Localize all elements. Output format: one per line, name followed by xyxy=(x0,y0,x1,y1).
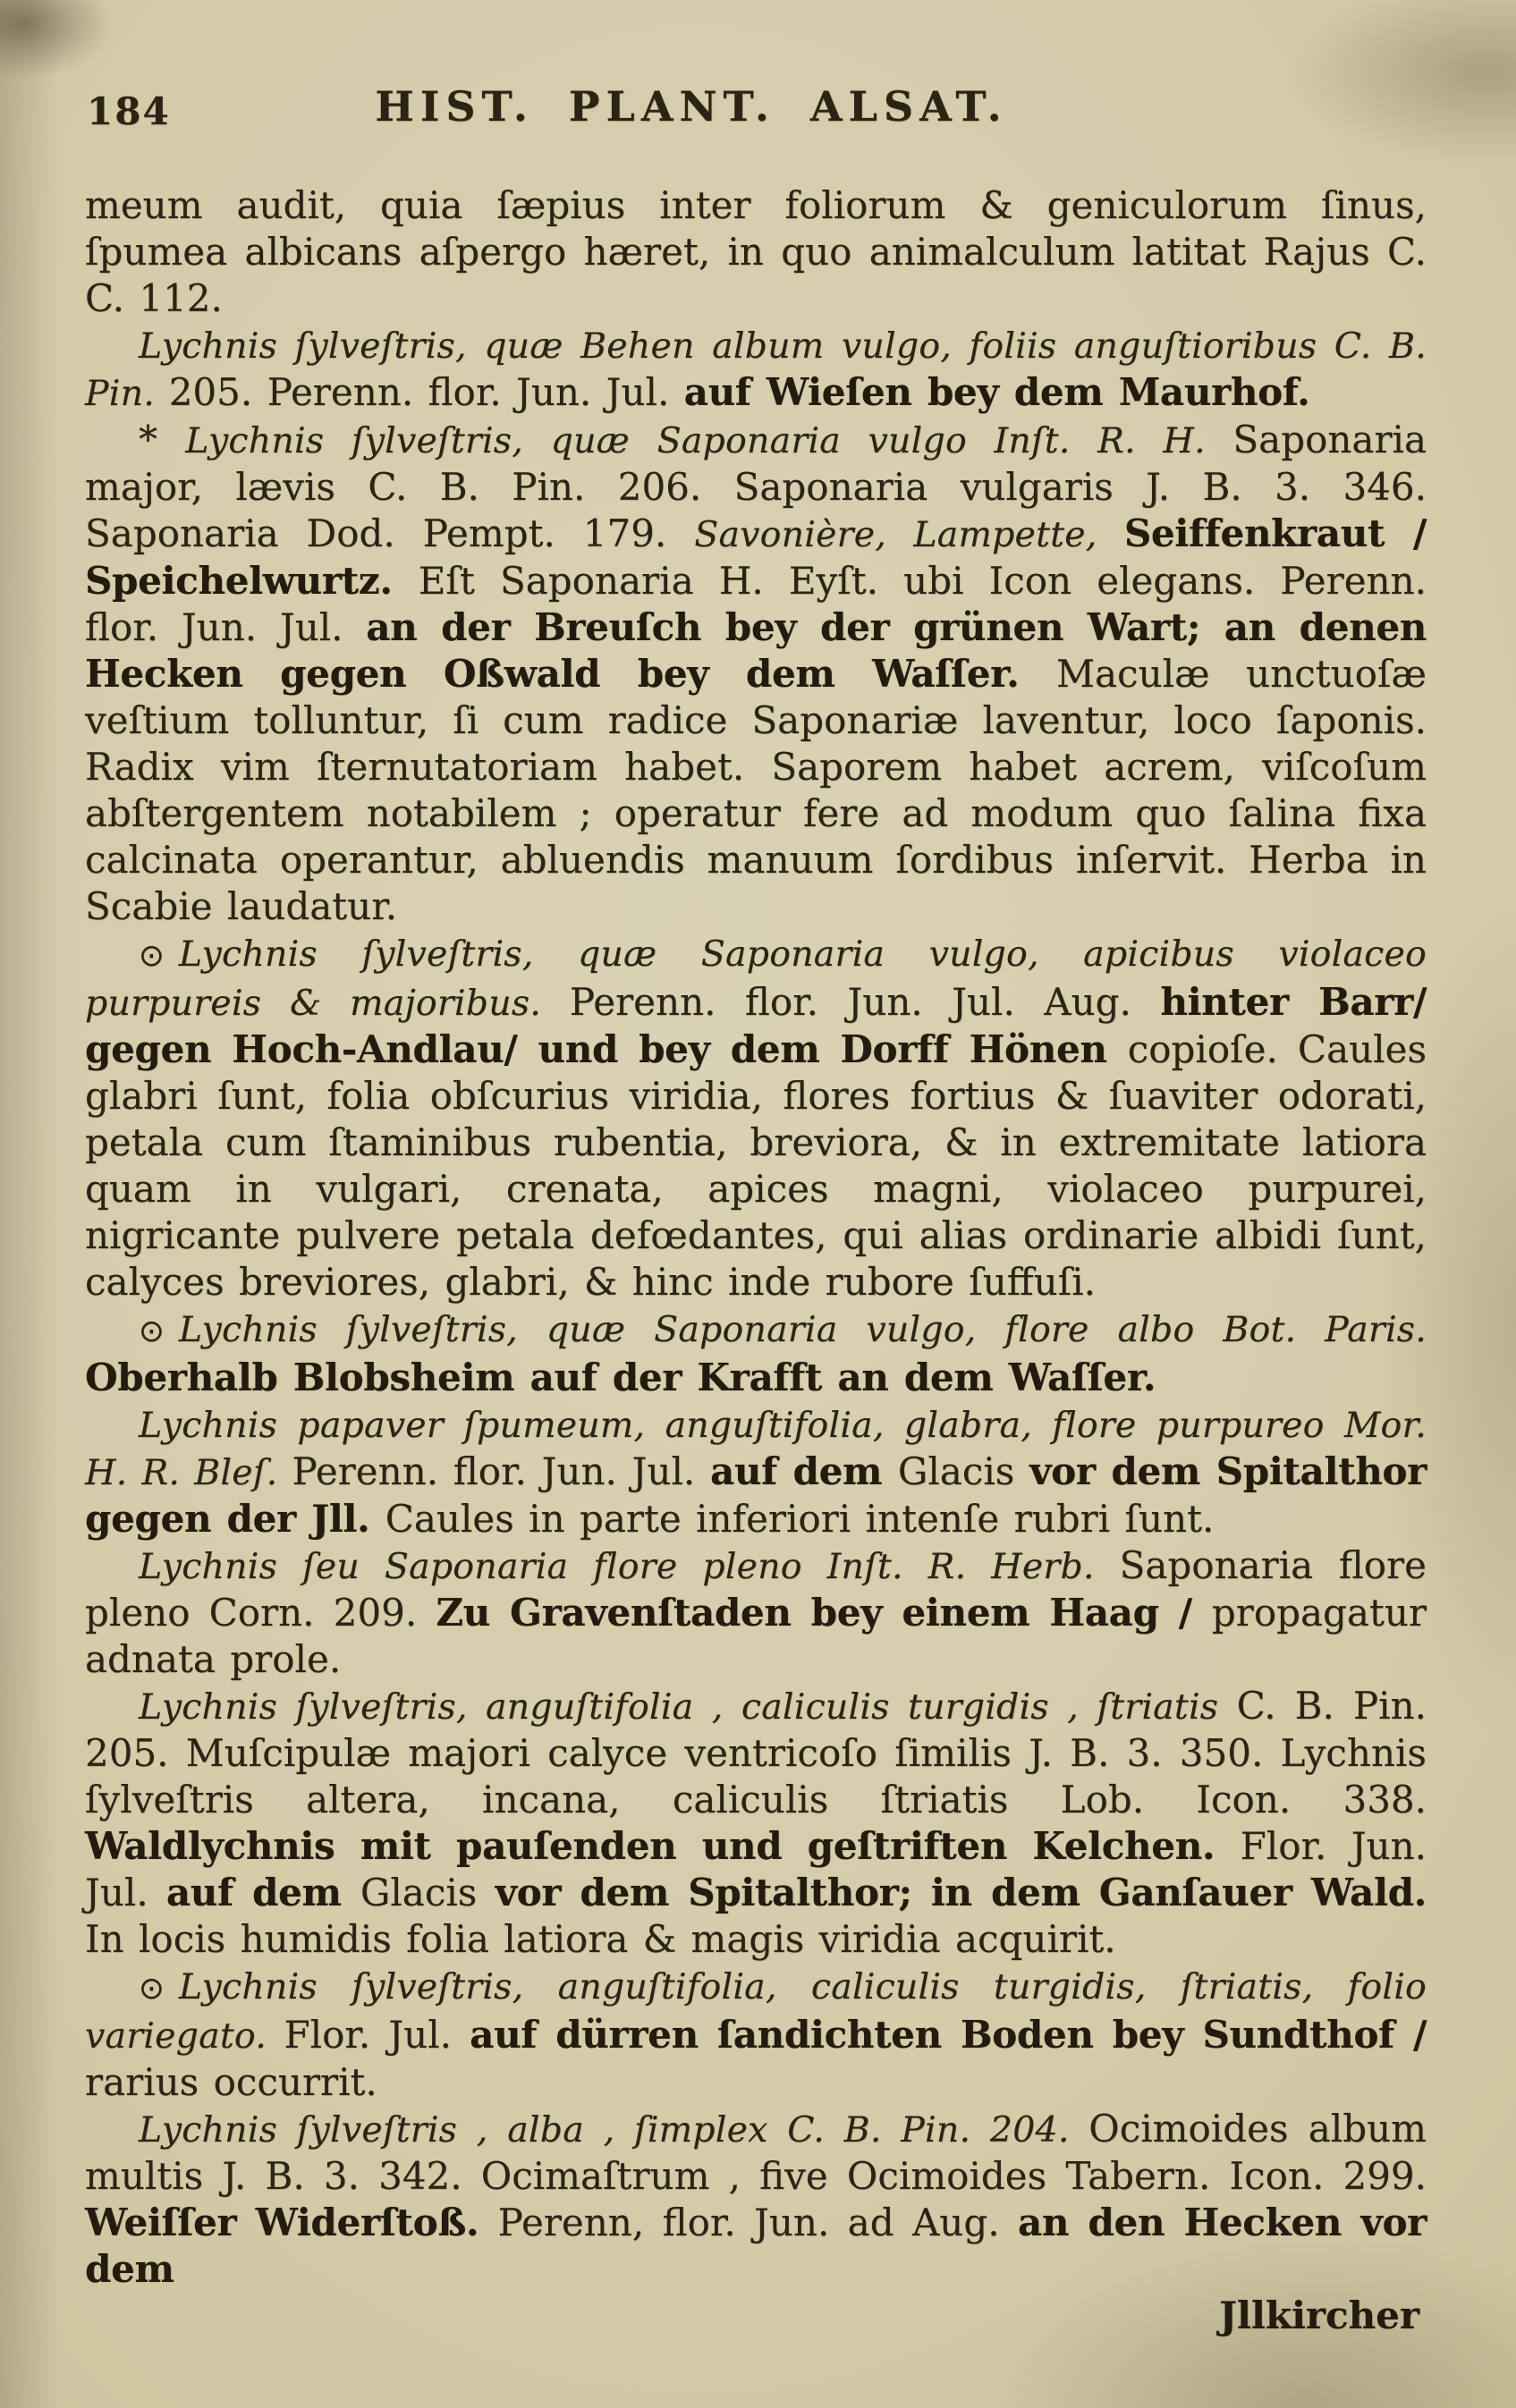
text-segment-roman: Saponaria major, lævis C. B. Pin. 206. Saponaria vulgaris J. B. 3. 346. Saponaria Dod. Pempt. 179. xyxy=(85,418,1427,555)
text-segment-fraktur: auf dem xyxy=(165,1871,360,1914)
text-segment-roman: meum audit, quia ſæpius inter foliorum & geniculorum ſinus, ſpumea albicans aſpergo hæret, in quo animalculum latitat Rajus C. C. 112. xyxy=(85,183,1427,320)
text-segment-italic: Lychnis ſylveſtris, quæ Saponaria vulgo, flore albo Bot. Paris. xyxy=(178,1309,1427,1350)
annual-plant-symbol-icon: ⊙ xyxy=(139,1314,165,1349)
text-segment-roman: Ocimoides album multis J. B. 3. 342. Ocimaſtrum , five Ocimoides Tabern. Icon. 299. xyxy=(85,2107,1427,2198)
page-number: 184 xyxy=(87,89,171,133)
text-segment-roman: 205. Perenn. flor. Jun. Jul. xyxy=(168,370,684,414)
text-segment-roman: Perenn. flor. Jun. Jul. xyxy=(292,1449,710,1493)
running-title: HIST. PLANT. ALSAT. xyxy=(375,82,1008,131)
text-segment-fraktur: vor dem Spitalthor; in dem Ganſauer Wald. xyxy=(495,1871,1427,1914)
page-header xyxy=(85,82,1427,141)
entry-lychnis-alba-simplex xyxy=(85,2106,1427,2293)
text-segment-roman: rarius occurrit. xyxy=(85,2060,377,2104)
text-segment-italic: Lychnis ſeu Saponaria flore pleno Inſt. R. Herb. xyxy=(139,1546,1120,1587)
text-segment-roman: Flor. Jul. xyxy=(284,2013,470,2057)
entry-saponaria-white-flower xyxy=(85,1305,1427,1401)
text-segment-roman: Flor. Jun. Jul. xyxy=(85,1824,1427,1914)
text-segment-roman: Perenn, flor. Jun. ad Aug. xyxy=(497,2201,1018,2244)
text-segment-roman: C. B. Pin. 205. Muſcipulæ majori calyce ventricoſo ſimilis J. B. 3. 350. Lychnis ſylveſtris altera, incana, caliculis ſtriatis Lob. Icon. 338. xyxy=(85,1684,1427,1821)
text-segment-fraktur: auf dürren ſandichten Boden bey Sundthof / xyxy=(470,2013,1427,2057)
text-segment-fraktur: auf Wieſen bey dem Maurhof. xyxy=(683,370,1310,414)
entry-saponaria-major xyxy=(85,417,1427,930)
text-segment-roman: copioſe. Caules glabri ſunt, folia obſcurius viridia, flores fortius & ſuaviter odorati, petala cum ſtaminibus rubentia, breviora, & in extremitate latiora quam in vulgari, crenata, apices magni, violaceo purpurei, nigricante pulvere petala defœdantes, qui alias ordinarie albidi ſunt, calyces breviores, glabri, & hinc inde rubore ſuffuſi. xyxy=(85,1027,1427,1304)
text-segment-fraktur: Oberhalb Blobsheim auf der Krafft an dem Waſſer. xyxy=(85,1356,1156,1399)
text-segment-roman: Saponaria flore pleno Corn. 209. xyxy=(85,1543,1427,1635)
text-segment-fraktur: an den Hecken vor dem xyxy=(85,2201,1427,2291)
text-segment-fraktur: an der Breuſch bey der grünen Wart; an denen Hecken gegen Oßwald bey dem Waſſer. xyxy=(85,605,1427,696)
entry-lychnis-behen xyxy=(85,322,1427,417)
text-segment-fraktur: Zu Gravenſtaden bey einem Haag / xyxy=(436,1591,1212,1635)
text-segment-roman: Perenn. flor. Jun. Jul. Aug. xyxy=(569,980,1161,1024)
entry-saponaria-purple-tips xyxy=(85,930,1427,1305)
catchword: Jllkircher xyxy=(1219,2294,1419,2337)
text-segment-fraktur: hinter Barr/ gegen Hoch-Andlau/ und bey dem Dorff Hönen xyxy=(85,980,1427,1071)
text-segment-roman: Glacis xyxy=(897,1449,1030,1493)
text-segment-fraktur: Weiſſer Widerſtoß. xyxy=(85,2201,498,2244)
text-segment-fraktur: auf dem xyxy=(709,1449,898,1493)
text-segment-italic: Lychnis ſylveſtris, quæ Saponaria vulgo, apicibus violaceo purpureis & majoribus. xyxy=(85,934,1427,1024)
text-segment-roman: Caules in parte inferiori intenſe rubri ſunt. xyxy=(385,1497,1215,1541)
text-segment-roman: Glacis xyxy=(360,1871,495,1914)
text-segment-fraktur: Waldlychnis mit pauſenden und geſtriften Kelchen. xyxy=(85,1824,1241,1868)
text-segment-roman: Maculæ unctuoſæ veſtium tolluntur, ſi cum radice Saponariæ laventur, loco ſaponis. Radix vim ſternutatoriam habet. Saporem habet acrem, viſcoſum abſtergentem notabilem ; operatur fere ad modum quo ſalina fixa calcinata operantur, abluendis manuum ſordibus inſervit. Herba in Scabie laudatur. xyxy=(85,652,1427,928)
text-segment-italic: Savonière, Lampette, xyxy=(694,514,1124,555)
entry-lychnis-angustifolia xyxy=(85,1683,1427,1963)
text-segment-roman: In locis humidis folia latiora & magis viridia acquirit. xyxy=(85,1917,1116,1961)
text-segment-roman: Eſt Saponaria H. Eyſt. ubi Icon elegans. Perenn. flor. Jun. Jul. xyxy=(85,559,1427,649)
text-column xyxy=(85,82,1427,2339)
text-segment-italic: Lychnis ſylveſtris, quæ Saponaria vulgo Inſt. R. H. xyxy=(185,420,1233,461)
text-segment-roman: * xyxy=(139,418,186,461)
text-segment-italic: Lychnis ſylveſtris, quæ Behen album vulgo, foliis anguſtioribus C. B. Pin. xyxy=(85,325,1427,414)
annual-plant-symbol-icon: ⊙ xyxy=(139,1971,165,2007)
text-segment-italic: Lychnis ſylveſtris , alba , ſimplex C. B. Pin. 204. xyxy=(139,2109,1089,2150)
entry-lychnis-papaver xyxy=(85,1401,1427,1542)
text-segment-italic: Lychnis papaver ſpumeum, anguſtifolia, glabra, flore purpureo Mor. H. R. Bleſ. xyxy=(85,1405,1427,1493)
entry-saponaria-flore-pleno xyxy=(85,1542,1427,1683)
text-segment-roman: propagatur adnata prole. xyxy=(85,1591,1427,1681)
text-segment-fraktur: Seiffenkraut / Speichelwurtz. xyxy=(85,511,1427,603)
text-segment-fraktur: vor dem Spitalthor gegen der Jll. xyxy=(85,1449,1427,1541)
annual-plant-symbol-icon: ⊙ xyxy=(139,938,165,974)
text-block xyxy=(85,182,1427,2293)
text-segment-italic: Lychnis ſylveſtris, anguſtifolia , caliculis turgidis , ſtriatis xyxy=(139,1686,1237,1728)
text-segment-italic: Lychnis ſylveſtris, anguſtifolia, caliculis turgidis, ſtriatis, folio variegato. xyxy=(85,1966,1427,2057)
entry-lychnis-folio-variegato xyxy=(85,1963,1427,2106)
paragraph-continuation xyxy=(85,182,1427,322)
